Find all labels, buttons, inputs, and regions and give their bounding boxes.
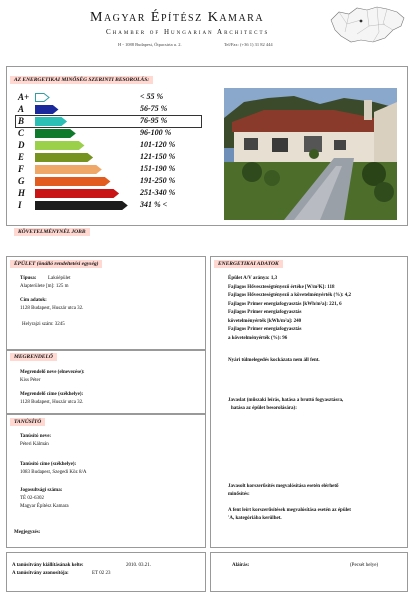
chamber-header bbox=[0, 0, 413, 60]
rating-arrow bbox=[35, 129, 77, 138]
rating-letter: G bbox=[18, 176, 25, 186]
rating-letter: I bbox=[18, 200, 22, 210]
rating-range: 76-95 % bbox=[140, 116, 168, 125]
building-type-value: Lakóépület bbox=[48, 276, 71, 281]
chamber-subtitle: Chamber of Hungarian Architects bbox=[106, 28, 270, 36]
chamber-phone: Tel/Fax: (+36 1) 31 82 444 bbox=[224, 42, 273, 47]
rating-range: 251-340 % bbox=[140, 188, 176, 197]
client-address-value: 1128 Budapest, Huszár utca 32. bbox=[20, 400, 84, 405]
rating-range: 121-150 % bbox=[140, 152, 176, 161]
suggest-line-1: Javasolt korszerűsítés megvalósítása esetén elérhető bbox=[228, 484, 339, 489]
client-address-label: Megrendelő címe (székhelye): bbox=[20, 392, 84, 397]
rating-row bbox=[18, 188, 200, 199]
advisor-cert-value: TÉ 02-6302 bbox=[20, 496, 45, 501]
rating-letter: B bbox=[18, 116, 25, 126]
rating-range: < 55 % bbox=[140, 92, 164, 101]
rating-arrow bbox=[35, 177, 112, 186]
energy-data-line: Fajlagos Primer energiafogyasztás bbox=[228, 327, 302, 332]
client-heading: MEGRENDELŐ bbox=[10, 353, 57, 361]
rating-letter: C bbox=[18, 128, 25, 138]
building-heading: ÉPÜLET (önálló rendeltetési egység) bbox=[10, 260, 102, 268]
signature-label: Aláírás: bbox=[232, 563, 250, 568]
advisor-name-value: Péteri Kálmán bbox=[20, 442, 49, 447]
rating-range: 96-100 % bbox=[140, 128, 172, 137]
energy-data-line: Fajlagos Primer energiafogyasztás bbox=[228, 310, 302, 315]
rating-arrow bbox=[35, 189, 120, 198]
building-photo bbox=[224, 88, 397, 220]
rating-row bbox=[18, 140, 200, 151]
summer-overheating: Nyári túlmelegedés kockázata nem áll fent. bbox=[228, 358, 320, 363]
rating-arrow bbox=[35, 93, 51, 102]
rating-arrow bbox=[35, 153, 94, 162]
rating-row bbox=[18, 176, 200, 187]
suggest-line-4: 'A, kategóriába kerülhet. bbox=[228, 516, 282, 521]
rating-arrow bbox=[35, 105, 60, 114]
building-panel bbox=[6, 256, 206, 350]
rating-letter: E bbox=[18, 152, 25, 162]
issue-id-value: ET 02 23 bbox=[92, 571, 111, 576]
proposal-line-1: Javaslat (műszaki leírás, hatása a bruttó fogyasztásra, bbox=[228, 398, 344, 403]
rating-range: 191-250 % bbox=[140, 176, 176, 185]
energy-data-line: Fajlagos Primer energiafogyasztás [kWh/m²a]: 221, 6 bbox=[228, 301, 342, 307]
building-area: Alapterülete [m]: 125 m bbox=[20, 284, 69, 289]
rating-heading: AZ ENERGETIKAI MINŐSÉG SZERINTI BESOROLÁS: bbox=[10, 76, 153, 84]
energy-data-line: a követelményérték (%): 96 bbox=[228, 335, 288, 341]
rating-row bbox=[18, 104, 200, 115]
rating-range: 56-75 % bbox=[140, 104, 168, 113]
building-type-label: Típusa: bbox=[20, 276, 37, 281]
selected-rating-highlight bbox=[15, 115, 202, 128]
chamber-title: Magyar Építész Kamara bbox=[90, 10, 265, 25]
client-name-value: Kiss Péter bbox=[20, 378, 41, 383]
rating-letter: D bbox=[18, 140, 25, 150]
rating-arrow bbox=[35, 141, 86, 150]
building-lot-number: Helyrajzi szám: 3245 bbox=[22, 322, 65, 327]
issue-date-value: 2010. 03.21. bbox=[126, 563, 151, 568]
chamber-address: H - 1088 Budapest, Ötpacsirta u. 2. bbox=[118, 42, 182, 47]
rating-row bbox=[18, 128, 200, 139]
energy-data-line: Épület A/V aránya: 1,3 bbox=[228, 276, 278, 281]
advisor-address-value: 1083 Budapest, Szegedi Köz 8/A bbox=[20, 470, 87, 475]
issue-id-label: A tanúsítvány azonosítója: bbox=[12, 571, 69, 576]
rating-letter: A bbox=[18, 104, 25, 114]
proposal-line-2: hatása az épület besorolására): bbox=[231, 406, 297, 411]
stamp-placeholder: (Pecsét helye) bbox=[350, 563, 379, 568]
signature-panel bbox=[210, 552, 408, 592]
rating-row bbox=[18, 164, 200, 175]
rating-range: 151-190 % bbox=[140, 164, 176, 173]
advisor-cert-org: Magyar Építész Kamara bbox=[20, 504, 69, 509]
advisor-cert-label: Jogosultsági száma: bbox=[20, 488, 63, 493]
advisor-name-label: Tanúsító neve: bbox=[20, 434, 52, 439]
building-address-label: Cím adatok: bbox=[20, 298, 47, 303]
hungary-map-icon bbox=[327, 4, 407, 46]
rating-row bbox=[18, 92, 200, 103]
energy-heading: ENERGETIKAI ADATOK bbox=[214, 260, 283, 268]
rating-row bbox=[18, 116, 200, 127]
advisor-address-label: Tanúsító címe (székhelye): bbox=[20, 462, 77, 467]
energy-data-line: Fajlagos Hőveszteségtényező értéke [W/m²K]: 118 bbox=[228, 284, 335, 290]
rating-letter: H bbox=[18, 188, 26, 198]
rating-arrow bbox=[35, 201, 129, 210]
rating-letter: F bbox=[18, 164, 25, 174]
energy-data-line: követelményérték [kWh/m²a]: 240 bbox=[228, 318, 302, 324]
building-address-value: 1128 Budapest, Huszár utca 32. bbox=[20, 306, 84, 311]
issue-date-label: A tanúsítvány kiállításának kelte: bbox=[12, 563, 84, 568]
advisor-heading: TANÚSÍTÓ bbox=[10, 418, 45, 426]
energy-data-line: Fajlagos Hőveszteségtényező a követelményérték (%): 4,2 bbox=[228, 293, 352, 298]
rating-range: 341 % < bbox=[140, 200, 168, 209]
comments-label: Megjegyzés: bbox=[14, 530, 41, 535]
rating-row bbox=[18, 200, 200, 211]
client-name-label: Megrendelő neve (elnevezése): bbox=[20, 370, 85, 375]
rating-row bbox=[18, 152, 200, 163]
rating-footer: KÖVETELMÉNYNÉL JOBB bbox=[14, 228, 90, 236]
rating-letter: A+ bbox=[18, 92, 30, 102]
suggest-line-3: A fent leírt korszerűsítések megvalósítása esetén az épület bbox=[228, 508, 351, 513]
rating-arrow bbox=[35, 165, 103, 174]
rating-range: 101-120 % bbox=[140, 140, 176, 149]
suggest-line-2: minősítés: bbox=[228, 492, 250, 497]
